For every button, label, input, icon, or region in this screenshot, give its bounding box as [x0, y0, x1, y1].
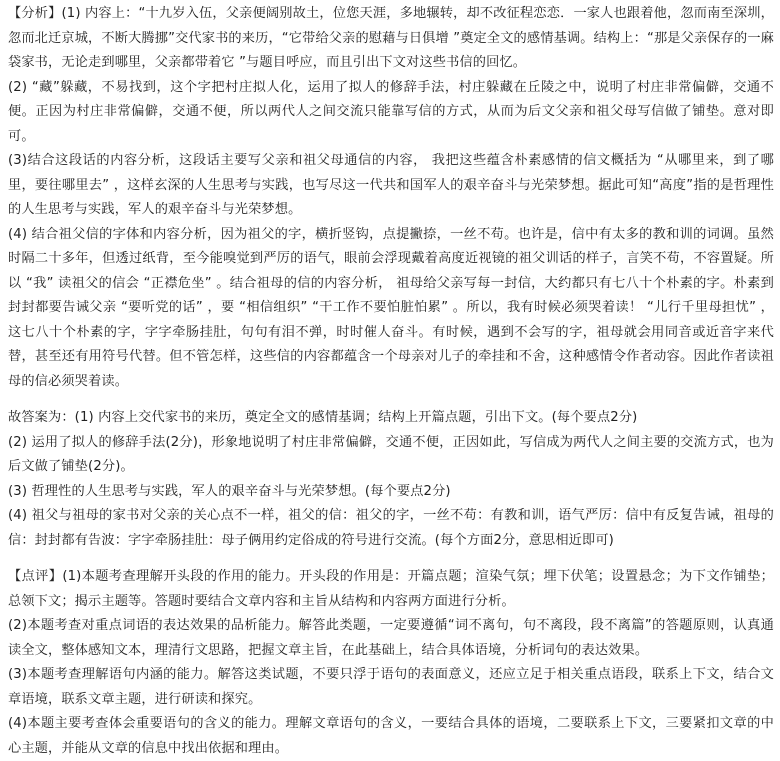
spacer — [8, 553, 774, 565]
answer-line-2: (2) 运用了拟人的修辞手法(2分)，形象地说明了村庄非常偏僻，交通不便，正因如此，写信成为两代人之间主要的交流方式，也为后文做了铺垫(2分)。 — [8, 434, 774, 474]
analysis-part-1: 【分析】(1) 内容上：“十九岁入伍，父亲便阔别故土，位您天涯，多地辗转，却不改征程恋恋．一家人也跟着他，忽而南至深圳，忽而北迁京城，不断大腾挪”交代家书的来历，“它带给父亲的慰藉与日俱增 ”奠定全文的感情基调。结构上：“那是父亲保存的一麻袋家书，无论走到哪里，父亲都带着它 ”与题目呼应，而且引出下文对这些书信的回忆。 — [8, 6, 774, 70]
answer-line-3: (3) 哲理性的人生思考与实践，军人的艰辛奋斗与光荣梦想。(每个要点2分) — [8, 483, 451, 499]
answer-line-1: 故答案为：(1) 内容上交代家书的来历，奠定全文的感情基调；结构上开篇点题，引出下文。(每个要点2分) — [8, 410, 638, 425]
comment-section — [8, 565, 774, 761]
spacer — [8, 394, 774, 406]
analysis-part-3: (3)结合这段话的内容分析，这段话主要写父亲和祖父母通信的内容， 我把这些蕴含朴素感情的信文概括为 “从哪里来，到了哪里，要往哪里去” ，这样玄深的人生思考与实践，也写尽这一代共和国军人的艰辛奋斗与光荣梦想。据此可知“高度”指的是哲理性的人生思考与实践，军人的艰辛奋斗与光荣梦想。 — [8, 153, 774, 217]
analysis-part-2: (2) “藏”躲藏，不易找到，这个字把村庄拟人化，运用了拟人的修辞手法，村庄躲藏在丘陵之中，说明了村庄非常偏僻，交通不便。正因为村庄非常偏僻，交通不便，所以两代人之间交流只能靠写信的方式，从而为后文父亲和祖父母写信做了铺垫。意对即可。 — [8, 79, 774, 144]
comment-part-4: (4)本题主要考查体会重要语句的含义的能力。理解文章语句的含义，一要结合具体的语境，二要联系上下文，三要紧扣文章的中心主题，并能从文章的信息中找出依据和理由。 — [8, 716, 774, 756]
analysis-part-4: (4) 结合祖父信的字体和内容分析，因为祖父的字，横折竖钩，点提撇捺，一丝不苟。也许是，信中有太多的教和训的词调。虽然时隔二十多年，但透过纸背，至今能嗅觉到严厉的语气，眼前会浮现戴着高度近视镜的祖父训话的样子，言笑不苟，不容置疑。所以 “我” 读祖父的信会 “正襟危坐” 。结合祖母的信的内容分析， 祖母给父亲写每一封信，大约都只有七八十个朴素的字。朴素到封封都要告诫父亲 “要听党的话” ，要 “相信组织” “干工作不要怕脏怕累” 。所以，我有时候必须哭着读！ “儿行千里母担忧” ，这七八十个朴素的字，字字牵肠挂肚，句句有泪不弹，时时催人奋斗。有时候，遇到不会写的字，祖母就会用同音或近音字来代替，甚至还有用符号代替。但不管怎样，这些信的内容都蕴含一个母亲对儿子的牵挂和不舍，这种感情令作者动容。因此作者读祖母的信必须哭着读。 — [8, 226, 774, 389]
comment-part-3: (3)本题考查理解语句内涵的能力。解答这类试题，不要只浮于语句的表面意义，还应立足于相关重点语段，联系上下文，结合文章语境，联系文章主题，进行研读和探究。 — [8, 667, 774, 707]
answer-line-4: (4) 祖父与祖母的家书对父亲的关心点不一样，祖父的信：祖父的字，一丝不苟：有教和训，语气严厉：信中有反复告诫，祖母的信：封封都有告波：字字牵肠挂肚：母子俩用约定俗成的符号进行交流。(每个方面2分，意思相近即可) — [8, 508, 774, 548]
comment-part-1: 【点评】(1)本题考查理解开头段的作用的能力。开头段的作用是：开篇点题；渲染气氛；埋下伏笔；设置悬念；为下文作铺垫；总领下文；揭示主题等。答题时要结合文章内容和主旨从结构和内容两方面进行分析。 — [8, 569, 774, 609]
analysis-section — [8, 2, 774, 394]
answer-section — [8, 406, 774, 553]
comment-part-2: (2)本题考查对重点词语的表达效果的品析能力。解答此类题，一定要遵循“词不离句，句不离段，段不离篇”的答题原则，认真通读全文，整体感知文本，理清行文思路，把握文章主旨，在此基础上，结合具体语境，分析词句的表达效果。 — [8, 618, 774, 658]
